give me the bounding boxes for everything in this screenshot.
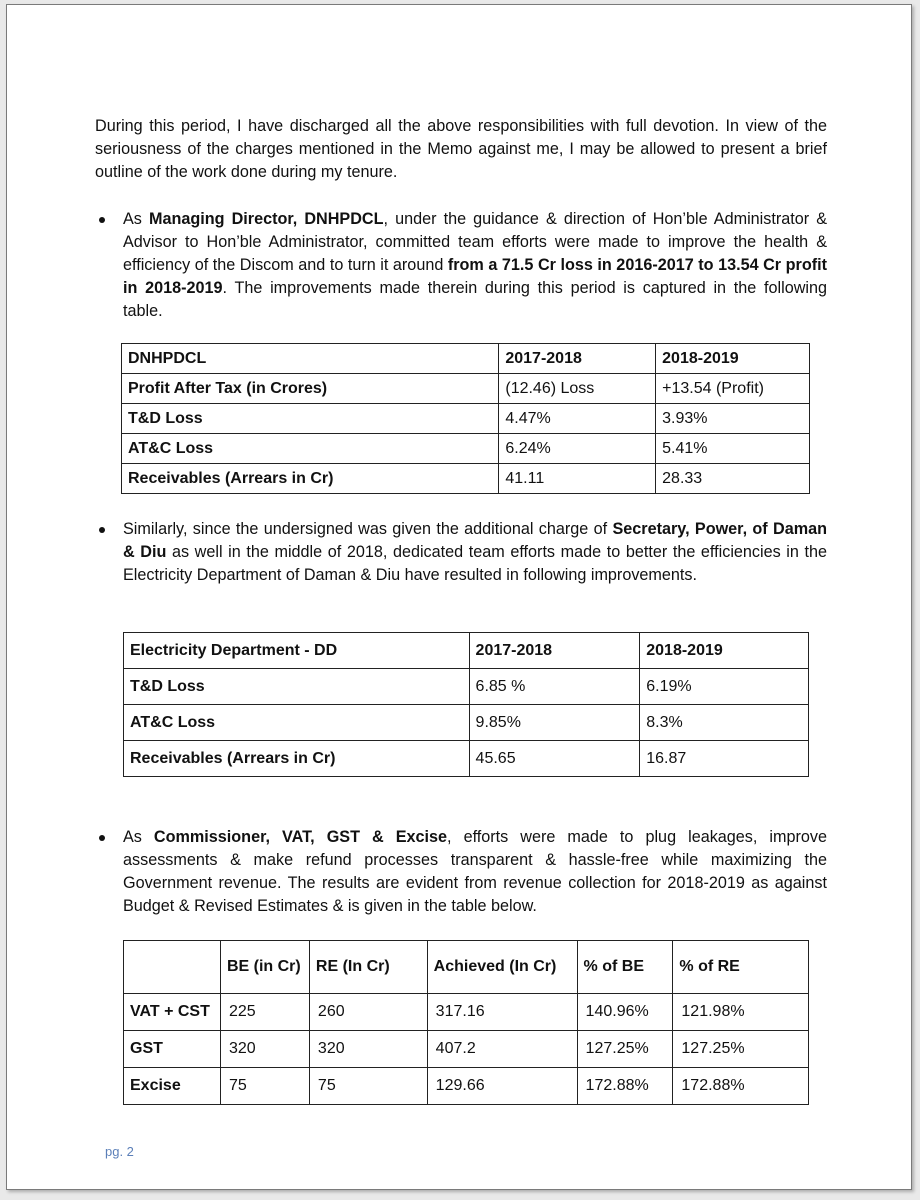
table-header-cell: Achieved (In Cr): [427, 941, 577, 994]
table-cell: 407.2: [427, 1031, 577, 1068]
table-header-cell: % of BE: [577, 941, 673, 994]
table-cell: 320: [220, 1031, 309, 1068]
table-row-label: AT&C Loss: [124, 705, 470, 741]
intro-paragraph: During this period, I have discharged all the above responsibilities with full devotion. In view of the seriousness of the charges mentioned in the Memo against me, I may be allowed to present a brief outline of the work done during my tenure.: [95, 117, 827, 181]
table-row-label: GST: [124, 1031, 221, 1068]
table-row: [124, 669, 809, 705]
table-header-cell: DNHPDCL: [122, 344, 499, 374]
table-cell: 3.93%: [656, 404, 810, 434]
table-cell: 6.19%: [640, 669, 809, 705]
document-page: [6, 4, 912, 1190]
table-row-label: Receivables (Arrears in Cr): [122, 464, 499, 494]
revenue-collection-table: [123, 940, 809, 1105]
table-row-label: Receivables (Arrears in Cr): [124, 741, 470, 777]
table-cell: 41.11: [499, 464, 656, 494]
table-cell: 4.47%: [499, 404, 656, 434]
table-cell: 127.25%: [577, 1031, 673, 1068]
table-header-cell: 2017-2018: [469, 633, 640, 669]
table-row: [122, 374, 810, 404]
table-cell: 45.65: [469, 741, 640, 777]
table-cell: 8.3%: [640, 705, 809, 741]
table-row: [124, 994, 809, 1031]
bullet-text: As Commissioner, VAT, GST & Excise, efforts were made to plug leakages, improve assessments & make refund processes transparent & hassle-free while maximizing the Government revenue. The results are evident from revenue collection for 2018-2019 as against Budget & Revised Estimates & is given in the table below.: [123, 828, 827, 915]
table-row: [124, 741, 809, 777]
bullet-icon: [99, 217, 105, 223]
table-cell: +13.54 (Profit): [656, 374, 810, 404]
page-number: pg. 2: [105, 1144, 134, 1159]
table-cell: 121.98%: [673, 994, 809, 1031]
table-row: [124, 1068, 809, 1105]
table-cell: 75: [309, 1068, 427, 1105]
table-header-cell: [124, 941, 221, 994]
table-header-cell: Electricity Department - DD: [124, 633, 470, 669]
table-cell: 6.85 %: [469, 669, 640, 705]
bullet-item-secretary-power: [95, 518, 827, 587]
table-row: [122, 464, 810, 494]
table-cell: 320: [309, 1031, 427, 1068]
table-header-row: [124, 633, 809, 669]
table-cell: 317.16: [427, 994, 577, 1031]
table-row-label: AT&C Loss: [122, 434, 499, 464]
table-header-cell: 2018-2019: [640, 633, 809, 669]
bullet-item-commissioner: [95, 826, 827, 918]
table-cell: 6.24%: [499, 434, 656, 464]
table-row: [124, 705, 809, 741]
table-row-label: Excise: [124, 1068, 221, 1105]
table-cell: 129.66: [427, 1068, 577, 1105]
table-cell: 16.87: [640, 741, 809, 777]
table-header-row: [124, 941, 809, 994]
table-header-cell: BE (in Cr): [220, 941, 309, 994]
bullet-item-managing-director: [95, 208, 827, 323]
bullet-icon: [99, 835, 105, 841]
table-cell: 127.25%: [673, 1031, 809, 1068]
bullet-text: Similarly, since the undersigned was given the additional charge of Secretary, Power, of Daman & Diu as well in the middle of 2018, dedicated team efforts made to better the efficiencies in the Electricity Department of Daman & Diu have resulted in following improvements.: [123, 520, 828, 584]
bullet-icon: [99, 527, 105, 533]
electricity-department-table: [123, 632, 809, 777]
table-row-label: Profit After Tax (in Crores): [122, 374, 499, 404]
table-header-row: [122, 344, 810, 374]
table-row: [124, 1031, 809, 1068]
table-cell: 260: [309, 994, 427, 1031]
dnhpdcl-table: [121, 343, 810, 494]
table-cell: 75: [220, 1068, 309, 1105]
table-cell: 172.88%: [577, 1068, 673, 1105]
table-row: [122, 404, 810, 434]
table-cell: 5.41%: [656, 434, 810, 464]
table-row-label: VAT + CST: [124, 994, 221, 1031]
table-header-cell: RE (In Cr): [309, 941, 427, 994]
table-row-label: T&D Loss: [124, 669, 470, 705]
table-cell: 140.96%: [577, 994, 673, 1031]
table-cell: 225: [220, 994, 309, 1031]
table-cell: 9.85%: [469, 705, 640, 741]
table-cell: 28.33: [656, 464, 810, 494]
table-header-cell: % of RE: [673, 941, 809, 994]
table-header-cell: 2017-2018: [499, 344, 656, 374]
table-row: [122, 434, 810, 464]
table-cell: (12.46) Loss: [499, 374, 656, 404]
table-header-cell: 2018-2019: [656, 344, 810, 374]
table-row-label: T&D Loss: [122, 404, 499, 434]
table-cell: 172.88%: [673, 1068, 809, 1105]
bullet-text: As Managing Director, DNHPDCL, under the guidance & direction of Hon’ble Administrator & Advisor to Hon’ble Administrator, committed team efforts were made to improve the health & efficiency of the Discom and to turn it around from a 71.5 Cr loss in 2016-2017 to 13.54 Cr profit in 2018-2019. The improvements made therein during this period is captured in the following table.: [123, 210, 828, 320]
